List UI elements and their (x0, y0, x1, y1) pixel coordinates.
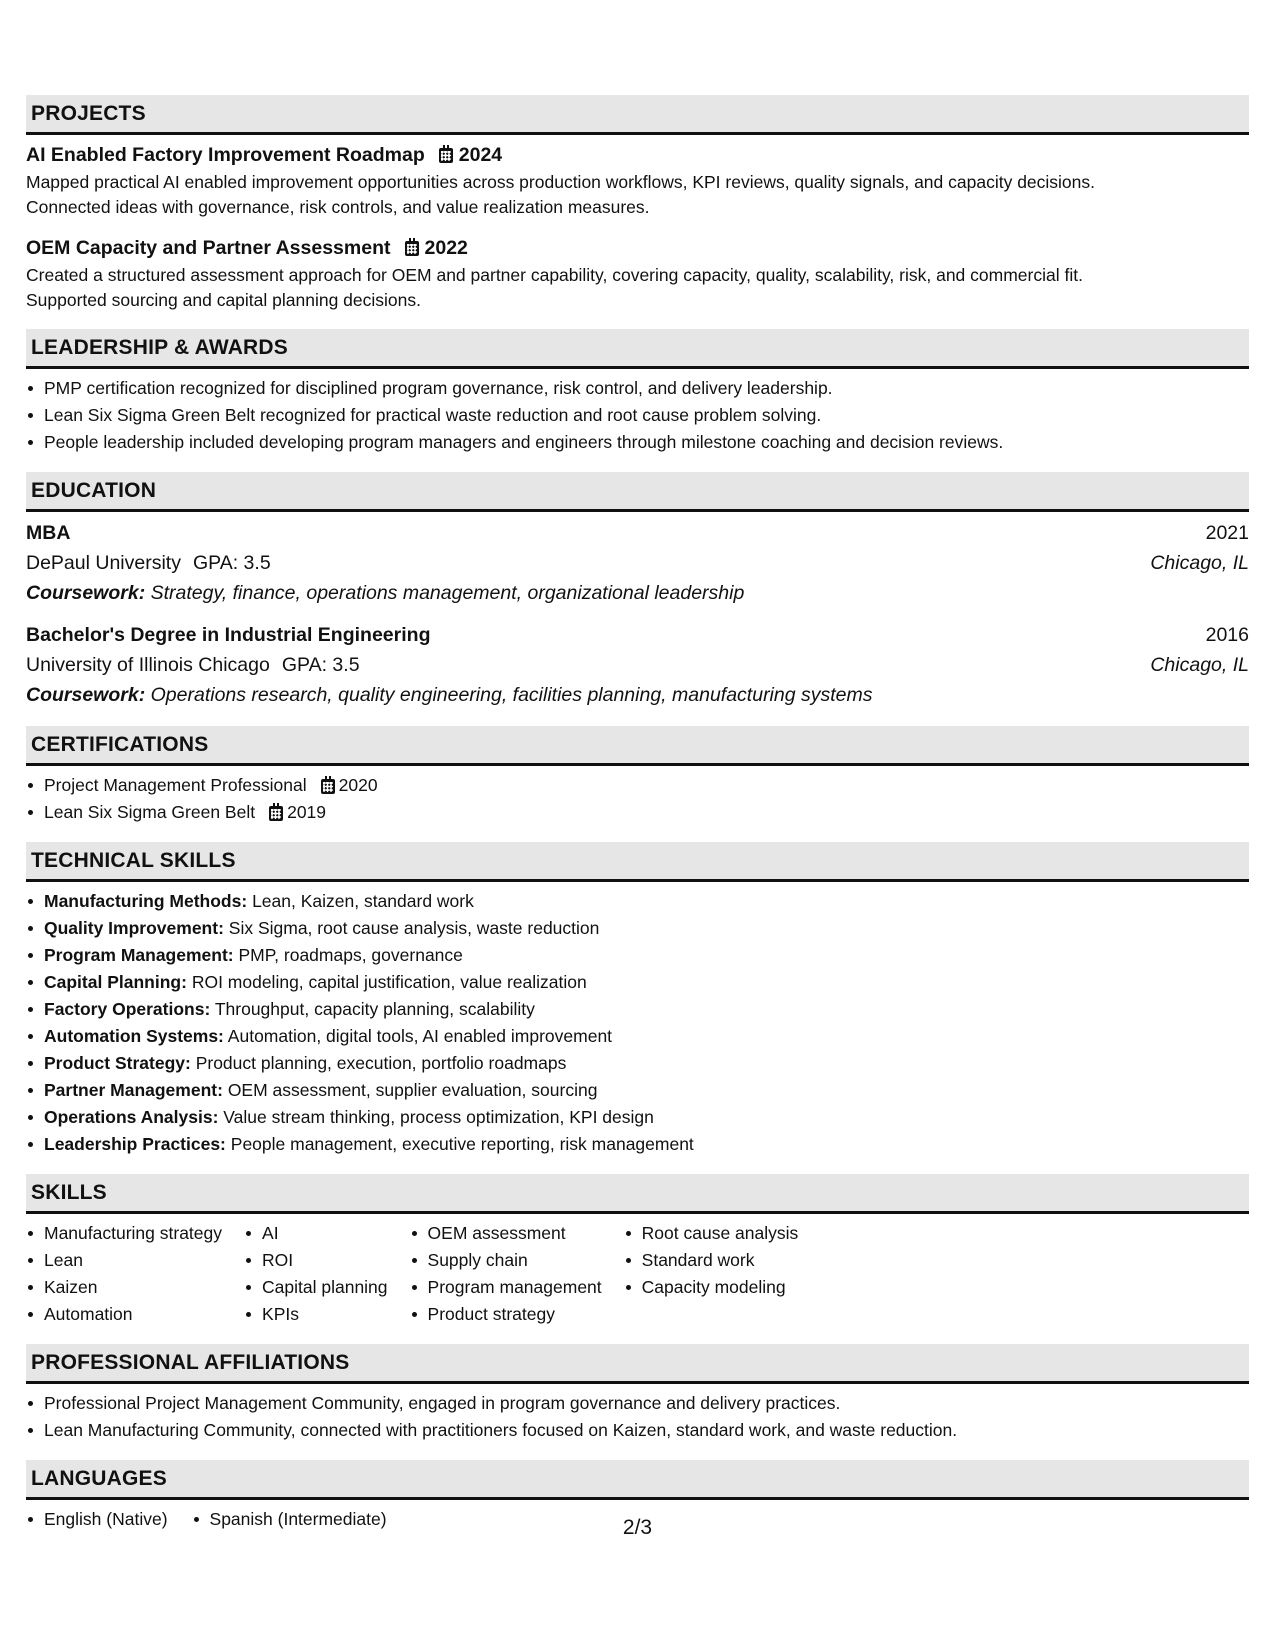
certification-name: Lean Six Sigma Green Belt (44, 802, 256, 822)
skills-grid (26, 1220, 1249, 1328)
skills-section (26, 1174, 1249, 1328)
degree: MBA (26, 522, 71, 544)
list-item: Manufacturing strategy (44, 1220, 222, 1247)
skills-column (410, 1220, 602, 1328)
degree: Bachelor's Degree in Industrial Engineering (26, 624, 431, 646)
leadership-list (26, 375, 1249, 456)
leadership-section (26, 329, 1249, 456)
project-title: AI Enabled Factory Improvement Roadmap (26, 144, 425, 166)
list-item: Lean (44, 1247, 222, 1274)
skill-label: Quality Improvement: (44, 918, 224, 938)
list-item (44, 1131, 1249, 1158)
section-heading: TECHNICAL SKILLS (26, 842, 1249, 882)
skill-label: Partner Management: (44, 1080, 223, 1100)
project-description: Mapped practical AI enabled improvement opportunities across production workflows, KPI reviews, quality signals, and capacity decisions. (26, 172, 1096, 192)
list-item (44, 1104, 1249, 1131)
list-item: PMP certification recognized for disciplined program governance, risk control, and delivery leadership. (44, 375, 1249, 402)
page-number: 2/3 (622, 1516, 653, 1539)
calendar-icon (405, 241, 419, 256)
list-item: Program management (428, 1274, 602, 1301)
coursework (26, 680, 1249, 710)
skill-label: Capital Planning: (44, 972, 187, 992)
section-heading: SKILLS (26, 1174, 1249, 1214)
list-item: Product strategy (428, 1301, 602, 1328)
list-item: Lean Manufacturing Community, connected with practitioners focused on Kaizen, standard work, and waste reduction. (44, 1417, 1249, 1444)
skill-label: Manufacturing Methods: (44, 891, 248, 911)
coursework-value: Operations research, quality engineering, facilities planning, manufacturing systems (150, 684, 873, 706)
skill-label: Automation Systems: (44, 1026, 224, 1046)
certification-year: 2020 (338, 775, 378, 795)
school-location: Chicago, IL (1150, 654, 1249, 676)
list-item: Professional Project Management Community, engaged in program governance and delivery practices. (44, 1390, 1249, 1417)
skills-column (624, 1220, 799, 1328)
list-item: Lean Six Sigma Green Belt recognized for practical waste reduction and root cause problem solving. (44, 402, 1249, 429)
section-heading: PROFESSIONAL AFFILIATIONS (26, 1344, 1249, 1384)
list-item (44, 969, 1249, 996)
list-item (44, 996, 1249, 1023)
gpa: GPA: 3.5 (281, 654, 360, 676)
skill-value: Value stream thinking, process optimization, KPI design (223, 1107, 654, 1127)
list-item (44, 772, 1249, 799)
graduation-year: 2016 (1205, 624, 1249, 646)
list-item: OEM assessment (428, 1220, 602, 1247)
list-item (44, 888, 1249, 915)
skill-value: Automation, digital tools, AI enabled improvement (227, 1026, 613, 1046)
skill-label: Operations Analysis: (44, 1107, 219, 1127)
certification-year: 2019 (287, 802, 327, 822)
skill-label: Product Strategy: (44, 1053, 191, 1073)
skill-value: Product planning, execution, portfolio roadmaps (195, 1053, 567, 1073)
coursework (26, 578, 1249, 608)
skill-value: Six Sigma, root cause analysis, waste reduction (228, 918, 600, 938)
certification-name: Project Management Professional (44, 775, 307, 795)
section-heading: EDUCATION (26, 472, 1249, 512)
project-item (26, 234, 1249, 313)
skill-value: PMP, roadmaps, governance (238, 945, 463, 965)
list-item: Supply chain (428, 1247, 602, 1274)
skill-value: People management, executive reporting, risk management (230, 1134, 694, 1154)
projects-section (26, 95, 1249, 313)
list-item: Capital planning (262, 1274, 388, 1301)
list-item (44, 1023, 1249, 1050)
education-section (26, 472, 1249, 710)
list-item: KPIs (262, 1301, 388, 1328)
list-item (44, 1050, 1249, 1077)
skill-label: Program Management: (44, 945, 234, 965)
affiliations-list (26, 1390, 1249, 1444)
technical-skills-section (26, 842, 1249, 1158)
list-item (44, 915, 1249, 942)
project-item (26, 141, 1249, 220)
skill-value: ROI modeling, capital justification, value realization (191, 972, 587, 992)
certifications-section (26, 726, 1249, 826)
education-item (26, 518, 1249, 608)
project-description: Supported sourcing and capital planning decisions. (26, 290, 421, 310)
list-item: Kaizen (44, 1274, 222, 1301)
list-item: People leadership included developing program managers and engineers through milestone coaching and decision reviews. (44, 429, 1249, 456)
graduation-year: 2021 (1205, 522, 1249, 544)
skill-value: OEM assessment, supplier evaluation, sourcing (227, 1080, 598, 1100)
section-heading: CERTIFICATIONS (26, 726, 1249, 766)
project-title: OEM Capacity and Partner Assessment (26, 237, 391, 259)
list-item: English (Native) (44, 1506, 168, 1533)
section-heading: PROJECTS (26, 95, 1249, 135)
list-item: ROI (262, 1247, 388, 1274)
skill-value: Lean, Kaizen, standard work (252, 891, 474, 911)
school-location: Chicago, IL (1150, 552, 1249, 574)
section-heading: LANGUAGES (26, 1460, 1249, 1500)
list-item: Automation (44, 1301, 222, 1328)
coursework-label: Coursework: (26, 684, 146, 706)
technical-skills-list (26, 888, 1249, 1158)
list-item: Root cause analysis (642, 1220, 799, 1247)
coursework-label: Coursework: (26, 582, 146, 604)
calendar-icon (321, 779, 335, 794)
education-item (26, 620, 1249, 710)
list-item (44, 799, 1249, 826)
list-item (44, 942, 1249, 969)
list-item: Spanish (Intermediate) (210, 1506, 387, 1533)
skill-label: Factory Operations: (44, 999, 211, 1019)
calendar-icon (439, 148, 453, 163)
list-item (44, 1077, 1249, 1104)
resume-content (26, 95, 1249, 1549)
certifications-list (26, 772, 1249, 826)
project-description: Created a structured assessment approach for OEM and partner capability, covering capacity, quality, scalability, risk, and commercial fit. (26, 265, 1083, 285)
skill-label: Leadership Practices: (44, 1134, 226, 1154)
school-name: University of Illinois Chicago (26, 654, 270, 676)
list-item: Capacity modeling (642, 1274, 799, 1301)
affiliations-section (26, 1344, 1249, 1444)
section-heading: LEADERSHIP & AWARDS (26, 329, 1249, 369)
school-name: DePaul University (26, 552, 181, 574)
project-year: 2024 (458, 144, 503, 166)
skills-column (244, 1220, 388, 1328)
coursework-value: Strategy, finance, operations management, organizational leadership (150, 582, 745, 604)
project-year: 2022 (424, 237, 468, 259)
list-item: AI (262, 1220, 388, 1247)
project-description: Connected ideas with governance, risk controls, and value realization measures. (26, 197, 650, 217)
skills-column (26, 1220, 222, 1328)
calendar-icon (269, 806, 283, 821)
skill-value: Throughput, capacity planning, scalability (214, 999, 535, 1019)
list-item: Standard work (642, 1247, 799, 1274)
gpa: GPA: 3.5 (192, 552, 271, 574)
